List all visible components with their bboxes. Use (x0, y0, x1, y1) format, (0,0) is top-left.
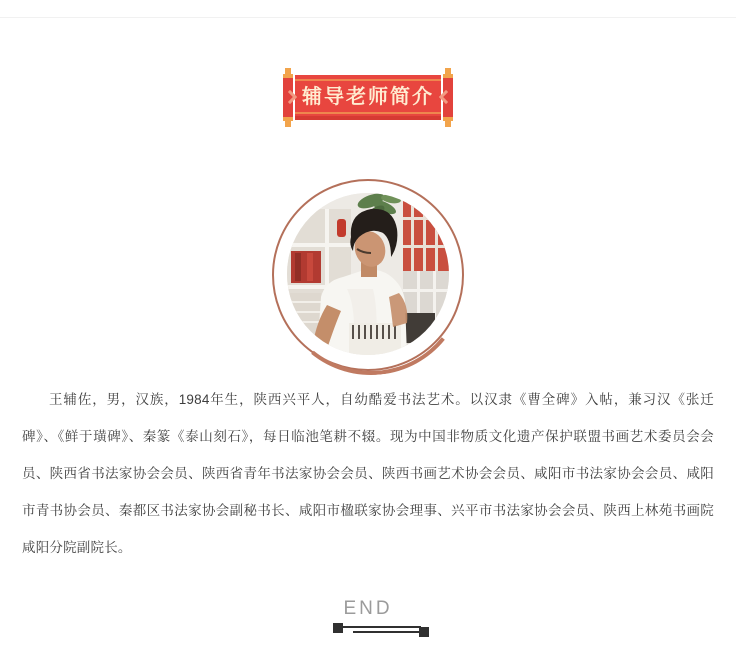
teacher-photo[interactable] (287, 193, 449, 355)
divider-right-square (419, 627, 429, 637)
banner-body (295, 75, 441, 120)
divider-bottom-line (353, 631, 419, 633)
teacher-photo-illustration (287, 193, 449, 355)
section-title-scroll-banner (279, 67, 457, 127)
divider-top-line (341, 626, 421, 628)
divider-left-square (333, 623, 343, 633)
end-section (0, 598, 736, 638)
portrait-area (272, 179, 464, 371)
end-label: END (343, 598, 393, 619)
end-divider-icon (333, 623, 429, 638)
section-title: 辅导老师简介 (302, 86, 434, 108)
top-divider-line (0, 17, 736, 18)
teacher-bio-text: 王辅佐，男，汉族，1984年生，陕西兴平人，自幼酷爱书法艺术。以汉隶《曹全碑》入帖，兼习汉《张迁碑》、《鲜于璜碑》、秦篆《泰山刻石》，每日临池笔耕不辍。现为中国非物质文化遗产保护联盟书画艺术委员会会员、陕西省书法家协会会员、陕西省青年书法家协会会员、陕西书画艺术协会会员、咸阳市书法家协会会员、咸阳市青书协会员、秦都区书法家协会副秘书长、咸阳市楹联家协会理事、兴平市书法家协会会员、陕西上林苑书画院咸阳分院副院长。 (22, 392, 714, 555)
